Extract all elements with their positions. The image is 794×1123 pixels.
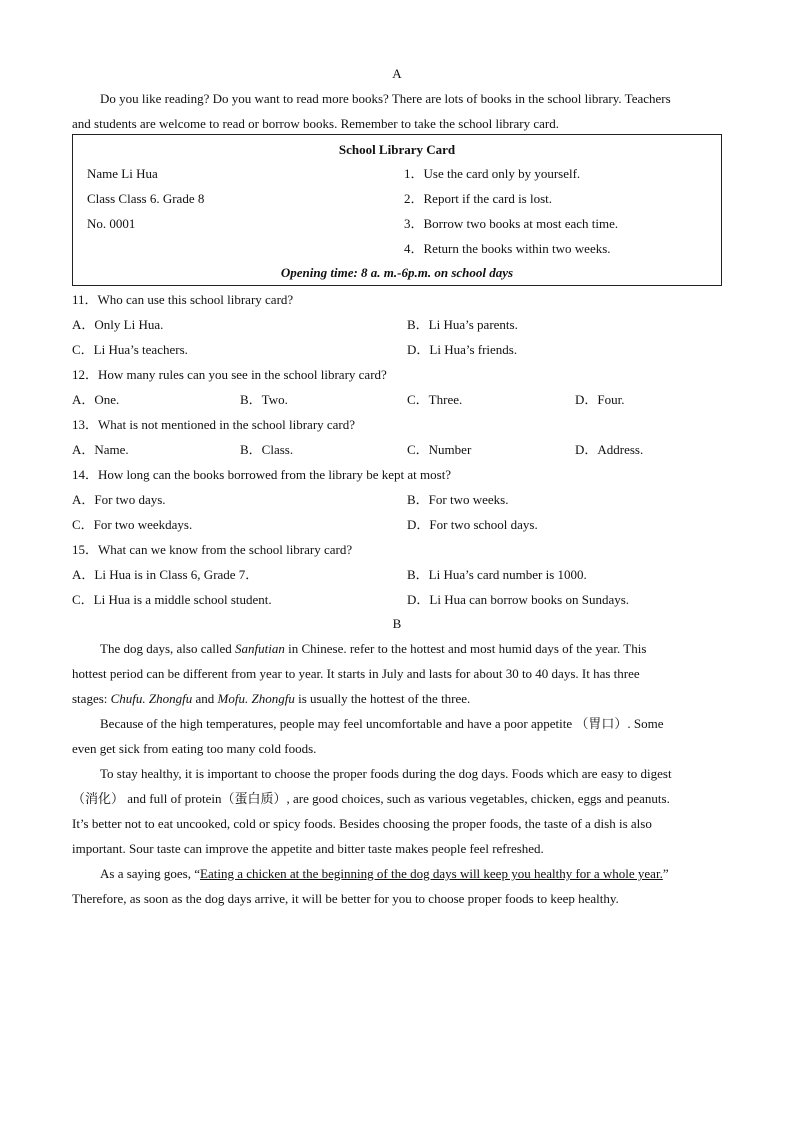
question-12: 12．How many rules can you see in the school library card? bbox=[72, 367, 387, 382]
passage-b-p3-line3: It’s better not to eat uncooked, cold or spicy foods. Besides choosing the proper foods, the taste of a dish is also bbox=[72, 816, 652, 831]
passage-b-p1-line1: The dog days, also called Sanfutian in Chinese. refer to the hottest and most humid days of the year. This bbox=[100, 641, 647, 656]
q15-option-c: C．Li Hua is a middle school student. bbox=[72, 592, 272, 607]
passage-b-p4-line2: Therefore, as soon as the dog days arrive, it will be better for you to choose proper foods to keep healthy. bbox=[72, 891, 619, 906]
q12-option-a: A．One. bbox=[72, 392, 120, 407]
q15-option-b: B．Li Hua’s card number is 1000. bbox=[407, 567, 587, 582]
passage-b-p1-line3: stages: Chufu. Zhongfu and Mofu. Zhongfu is usually the hottest of the three. bbox=[72, 691, 471, 706]
passage-b-p4-line1: As a saying goes, “Eating a chicken at the beginning of the dog days will keep you healthy for a whole year.” bbox=[100, 866, 669, 881]
q12-option-c: C．Three. bbox=[407, 392, 463, 407]
q12-option-b: B．Two. bbox=[240, 392, 288, 407]
q14-option-c: C．For two weekdays. bbox=[72, 517, 193, 532]
q11-option-b: B．Li Hua’s parents. bbox=[407, 317, 518, 332]
q13-option-d: D．Address. bbox=[575, 442, 644, 457]
q14-option-b: B．For two weeks. bbox=[407, 492, 509, 507]
section-a-label: A bbox=[392, 66, 402, 81]
intro-line-1: Do you like reading? Do you want to read more books? There are lots of books in the school library. Teachers bbox=[100, 91, 671, 106]
section-b-label: B bbox=[392, 616, 402, 631]
card-name: Name Li Hua bbox=[87, 166, 158, 181]
q11-option-c: C．Li Hua’s teachers. bbox=[72, 342, 188, 357]
q13-option-c: C．Number bbox=[407, 442, 472, 457]
intro-line-2: and students are welcome to read or borrow books. Remember to take the school library card. bbox=[72, 116, 559, 131]
card-class: Class Class 6. Grade 8 bbox=[87, 191, 205, 206]
passage-b-p3-line1: To stay healthy, it is important to choose the proper foods during the dog days. Foods which are easy to digest bbox=[100, 766, 672, 781]
q14-option-a: A．For two days. bbox=[72, 492, 166, 507]
passage-b-p3-line4: important. Sour taste can improve the appetite and bitter taste makes people feel refreshed. bbox=[72, 841, 544, 856]
question-15: 15．What can we know from the school library card? bbox=[72, 542, 353, 557]
q11-option-a: A．Only Li Hua. bbox=[72, 317, 164, 332]
card-rule-3: 3．Borrow two books at most each time. bbox=[404, 216, 619, 231]
q13-option-a: A．Name. bbox=[72, 442, 129, 457]
passage-b-p3-line2: （消化） and full of protein（蛋白质）, are good choices, such as various vegetables, chicken, eggs and peanuts. bbox=[72, 791, 670, 806]
question-11: 11．Who can use this school library card? bbox=[72, 292, 294, 307]
q12-option-d: D．Four. bbox=[575, 392, 625, 407]
q15-option-a: A．Li Hua is in Class 6, Grade 7． bbox=[72, 567, 259, 582]
question-14: 14．How long can the books borrowed from the library be kept at most? bbox=[72, 467, 452, 482]
underlined-saying: Eating a chicken at the beginning of the dog days will keep you healthy for a whole year. bbox=[200, 866, 663, 881]
passage-b-p2-line2: even get sick from eating too many cold foods. bbox=[72, 741, 317, 756]
q14-option-d: D．For two school days. bbox=[407, 517, 538, 532]
question-13: 13．What is not mentioned in the school library card? bbox=[72, 417, 356, 432]
card-rule-1: 1．Use the card only by yourself. bbox=[404, 166, 581, 181]
passage-b-p2-line1: Because of the high temperatures, people may feel uncomfortable and have a poor appetite （胃口）. Some bbox=[100, 716, 664, 731]
card-rule-4: 4．Return the books within two weeks. bbox=[404, 241, 611, 256]
q13-option-b: B．Class. bbox=[240, 442, 294, 457]
library-card bbox=[72, 134, 722, 286]
card-rule-2: 2．Report if the card is lost. bbox=[404, 191, 553, 206]
q15-option-d: D．Li Hua can borrow books on Sundays. bbox=[407, 592, 630, 607]
passage-b-p1-line2: hottest period can be different from year to year. It starts in July and lasts for about 30 to 40 days. It has three bbox=[72, 666, 640, 681]
card-title: School Library Card bbox=[338, 142, 456, 157]
card-opening-time: Opening time: 8 a. m.-6p.m. on school days bbox=[280, 265, 514, 280]
card-number: No. 0001 bbox=[87, 216, 136, 231]
q11-option-d: D．Li Hua’s friends. bbox=[407, 342, 518, 357]
